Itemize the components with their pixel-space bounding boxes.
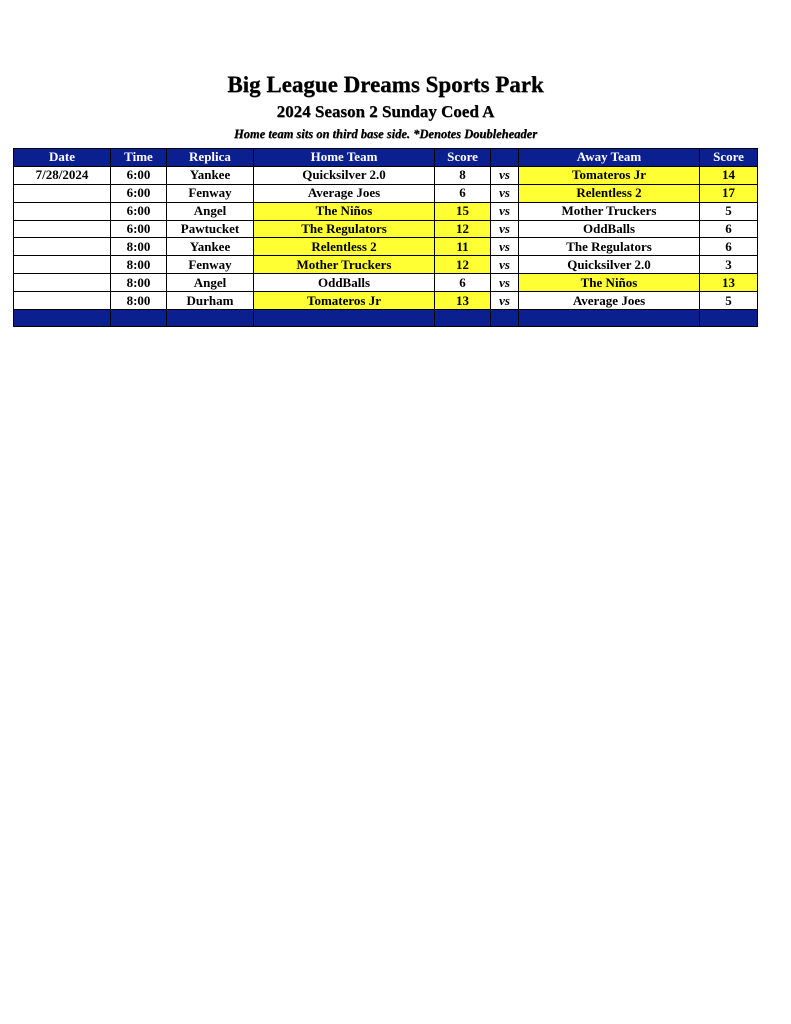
footer-cell <box>111 310 167 327</box>
home-score: 12 <box>435 220 491 238</box>
page-title: Big League Dreams Sports Park <box>227 72 544 97</box>
table-row <box>14 166 758 184</box>
footer-cell <box>167 310 254 327</box>
home-team: Mother Truckers <box>254 256 435 274</box>
versus-label: vs <box>491 220 519 238</box>
away-score: 3 <box>700 256 758 274</box>
away-score: 17 <box>700 184 758 202</box>
field-replica: Fenway <box>167 184 254 202</box>
page-subtitle: 2024 Season 2 Sunday Coed A <box>276 102 495 121</box>
table-row <box>14 202 758 220</box>
versus-label: vs <box>491 184 519 202</box>
table-row <box>14 292 758 310</box>
game-date <box>14 220 111 238</box>
table-header-row <box>14 149 758 167</box>
game-time: 6:00 <box>111 166 167 184</box>
away-team: Tomateros Jr <box>519 166 700 184</box>
versus-label: vs <box>491 256 519 274</box>
versus-label: vs <box>491 166 519 184</box>
away-score: 5 <box>700 202 758 220</box>
away-score: 6 <box>700 220 758 238</box>
game-date <box>14 238 111 256</box>
home-score: 6 <box>435 184 491 202</box>
away-score: 13 <box>700 274 758 292</box>
away-team: Quicksilver 2.0 <box>519 256 700 274</box>
away-team: Relentless 2 <box>519 184 700 202</box>
field-replica: Durham <box>167 292 254 310</box>
home-score: 13 <box>435 292 491 310</box>
table-row <box>14 220 758 238</box>
away-score: 6 <box>700 238 758 256</box>
game-date <box>14 184 111 202</box>
away-team: Average Joes <box>519 292 700 310</box>
footer-cell <box>519 310 700 327</box>
field-replica: Pawtucket <box>167 220 254 238</box>
table-row <box>14 238 758 256</box>
home-team: Tomateros Jr <box>254 292 435 310</box>
game-time: 6:00 <box>111 202 167 220</box>
column-header-date: Date <box>14 149 111 167</box>
versus-label: vs <box>491 238 519 256</box>
schedule-note: Home team sits on third base side. *Denotes Doubleheader <box>233 127 538 141</box>
away-team: Mother Truckers <box>519 202 700 220</box>
schedule-body <box>14 166 758 326</box>
schedule-table <box>13 148 758 327</box>
home-team: The Niños <box>254 202 435 220</box>
game-time: 6:00 <box>111 184 167 202</box>
column-header-away-team: Away Team <box>519 149 700 167</box>
table-row <box>14 184 758 202</box>
versus-label: vs <box>491 202 519 220</box>
footer-cell <box>700 310 758 327</box>
game-time: 8:00 <box>111 292 167 310</box>
game-date: 7/28/2024 <box>14 166 111 184</box>
versus-label: vs <box>491 274 519 292</box>
game-date <box>14 202 111 220</box>
table-footer-row <box>14 310 758 327</box>
away-team: The Niños <box>519 274 700 292</box>
game-date <box>14 256 111 274</box>
home-score: 12 <box>435 256 491 274</box>
game-date <box>14 292 111 310</box>
field-replica: Yankee <box>167 166 254 184</box>
footer-cell <box>14 310 111 327</box>
away-team: The Regulators <box>519 238 700 256</box>
table-row <box>14 274 758 292</box>
game-time: 8:00 <box>111 238 167 256</box>
game-time: 8:00 <box>111 274 167 292</box>
home-team: Quicksilver 2.0 <box>254 166 435 184</box>
away-score: 14 <box>700 166 758 184</box>
column-header-home-score: Score <box>435 149 491 167</box>
away-score: 5 <box>700 292 758 310</box>
home-team: The Regulators <box>254 220 435 238</box>
away-team: OddBalls <box>519 220 700 238</box>
column-header-home-team: Home Team <box>254 149 435 167</box>
home-score: 6 <box>435 274 491 292</box>
footer-cell <box>254 310 435 327</box>
table-row <box>14 256 758 274</box>
field-replica: Fenway <box>167 256 254 274</box>
game-date <box>14 274 111 292</box>
column-header-vs <box>491 149 519 167</box>
home-score: 8 <box>435 166 491 184</box>
footer-cell <box>435 310 491 327</box>
column-header-away-score: Score <box>700 149 758 167</box>
game-time: 6:00 <box>111 220 167 238</box>
column-header-replica: Replica <box>167 149 254 167</box>
column-header-time: Time <box>111 149 167 167</box>
home-team: OddBalls <box>254 274 435 292</box>
field-replica: Angel <box>167 274 254 292</box>
field-replica: Angel <box>167 202 254 220</box>
footer-cell <box>491 310 519 327</box>
versus-label: vs <box>491 292 519 310</box>
game-time: 8:00 <box>111 256 167 274</box>
field-replica: Yankee <box>167 238 254 256</box>
home-team: Relentless 2 <box>254 238 435 256</box>
home-score: 11 <box>435 238 491 256</box>
home-score: 15 <box>435 202 491 220</box>
home-team: Average Joes <box>254 184 435 202</box>
